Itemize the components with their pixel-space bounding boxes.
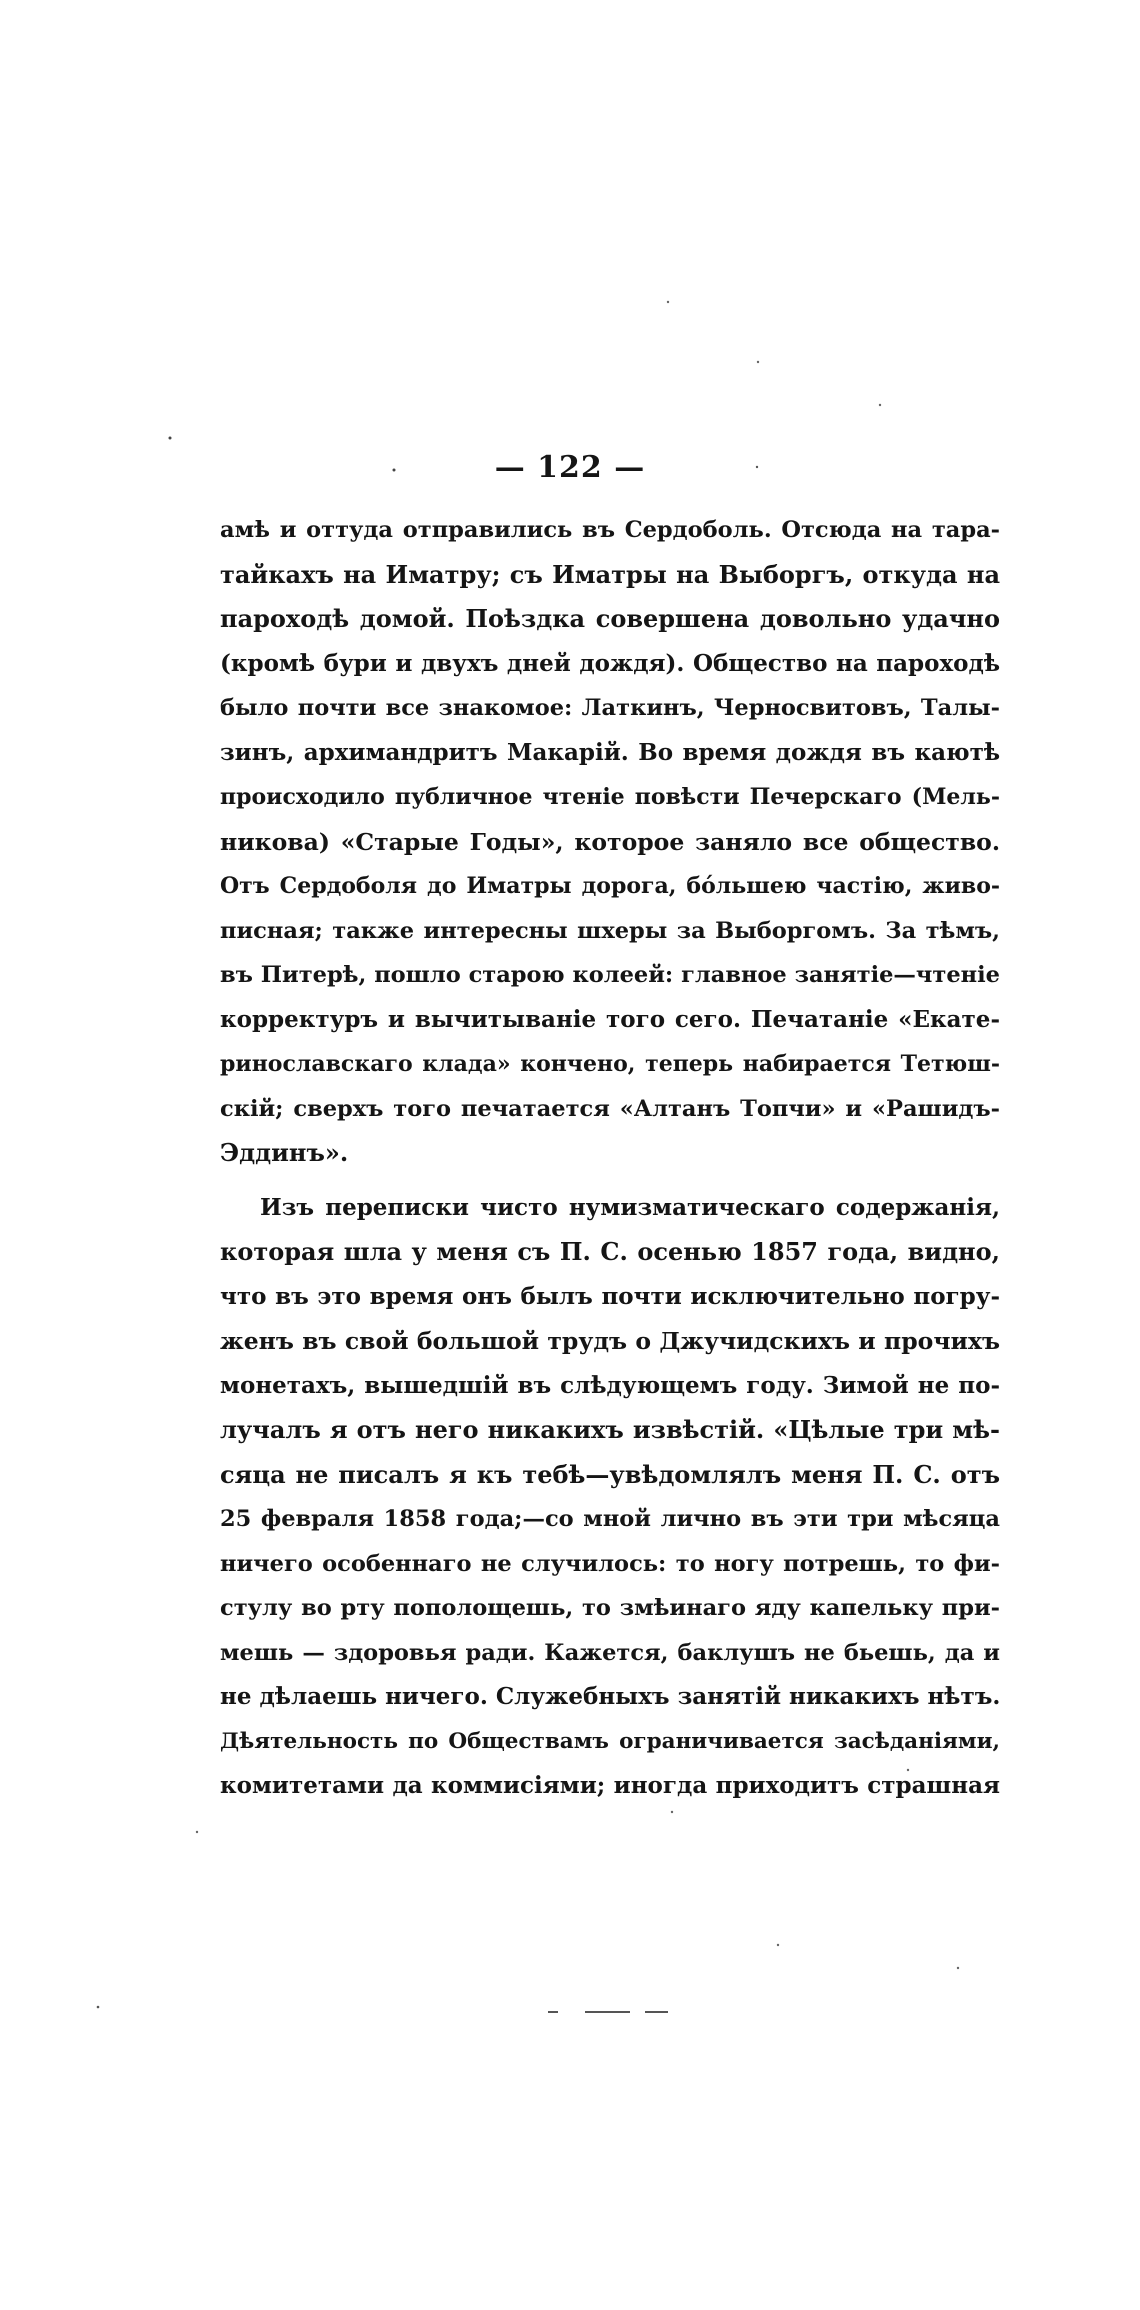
text-line: амѣ и оттуда отправились въ Сердоболь. Отсюда на тара- (220, 517, 1000, 543)
text-line: комитетами да коммисіями; иногда приходитъ страшная (220, 1772, 1000, 1799)
text-line: писная; также интересны шхеры за Выборгомъ. За тѣмъ, (220, 917, 1000, 944)
text-line: скій; сверхъ того печатается «Алтанъ Топчи» и «Рашидъ- (220, 1095, 1000, 1122)
paragraph-1 (220, 508, 1000, 1176)
speck (196, 1831, 198, 1833)
speck (667, 301, 669, 303)
speck (757, 361, 759, 363)
text-line: 25 февраля 1858 года;—со мной лично въ эти три мѣсяца (220, 1506, 1000, 1532)
text-line: пароходѣ домой. Поѣздка совершена довольно удачно (220, 604, 1000, 633)
text-line: никова) «Старые Годы», которое заняло все общество. (220, 827, 1000, 856)
text-line: которая шла у меня съ П. С. осенью 1857 года, видно, (220, 1237, 1000, 1266)
text-line: женъ въ свой большой трудъ о Джучидскихъ и прочихъ (220, 1327, 1000, 1355)
text-line: Изъ переписки чисто нумизматическаго содержанія, (260, 1193, 1000, 1221)
text-line: ринославскаго клада» кончено, теперь набирается Тетюш- (220, 1051, 1000, 1077)
speck (169, 437, 172, 440)
speck (879, 404, 881, 406)
text-line: было почти все знакомое: Латкинъ, Черносвитовъ, Талы- (220, 695, 1000, 721)
text-line: Отъ Сердоболя до Иматры дорога, бо́льшею частію, живо- (220, 873, 1000, 899)
text-line: (кромѣ бури и двухъ дней дождя). Общество на пароходѣ (220, 649, 1000, 677)
paragraph-gap (220, 1176, 1000, 1186)
text-line: Дѣятельность по Обществамъ ограничивается засѣданіями, (220, 1728, 1000, 1754)
text-line: въ Питерѣ, пошло старою колеей: главное занятіе—чтеніе (220, 962, 1000, 988)
text-line: монетахъ, вышедшій въ слѣдующемъ году. Зимой не по- (220, 1371, 1000, 1399)
text-line: происходило публичное чтеніе повѣсти Печерскаго (Мель- (220, 784, 1000, 810)
text-line: зинъ, архимандритъ Макарій. Во время дождя въ каютѣ (220, 738, 1000, 766)
speck (777, 1944, 779, 1946)
speck (671, 1811, 673, 1813)
text-line: ничего особеннаго не случилось: то ногу потрешь, то фи- (220, 1550, 1000, 1577)
text-line: сяца не писалъ я къ тебѣ—увѣдомлялъ меня П. С. отъ (220, 1459, 1000, 1489)
text-line: Эддинъ». (220, 1138, 349, 1167)
text-line: мешь — здоровья ради. Кажется, баклушъ не бьешь, да и (220, 1639, 1000, 1666)
text-line: корректуръ и вычитываніе того сего. Печатаніе «Екате- (220, 1005, 1000, 1033)
page-number: — 122 — (494, 450, 646, 485)
speck (97, 2006, 100, 2009)
text-line: что въ это время онъ былъ почти исключительно погру- (220, 1282, 1000, 1310)
text-line: не дѣлаешь ничего. Служебныхъ занятій никакихъ нѣтъ. (220, 1683, 1001, 1710)
text-line: стулу во рту пополощешь, то змѣинаго яду капельку при- (220, 1595, 1000, 1621)
text-line: лучалъ я отъ него никакихъ извѣстій. «Цѣлые три мѣ- (220, 1415, 1000, 1444)
text-line: тайкахъ на Иматру; съ Иматры на Выборгъ, откуда на (220, 559, 1000, 589)
speck (957, 1967, 959, 1969)
body-text (220, 508, 1000, 1809)
paragraph-2 (220, 1186, 1000, 1809)
